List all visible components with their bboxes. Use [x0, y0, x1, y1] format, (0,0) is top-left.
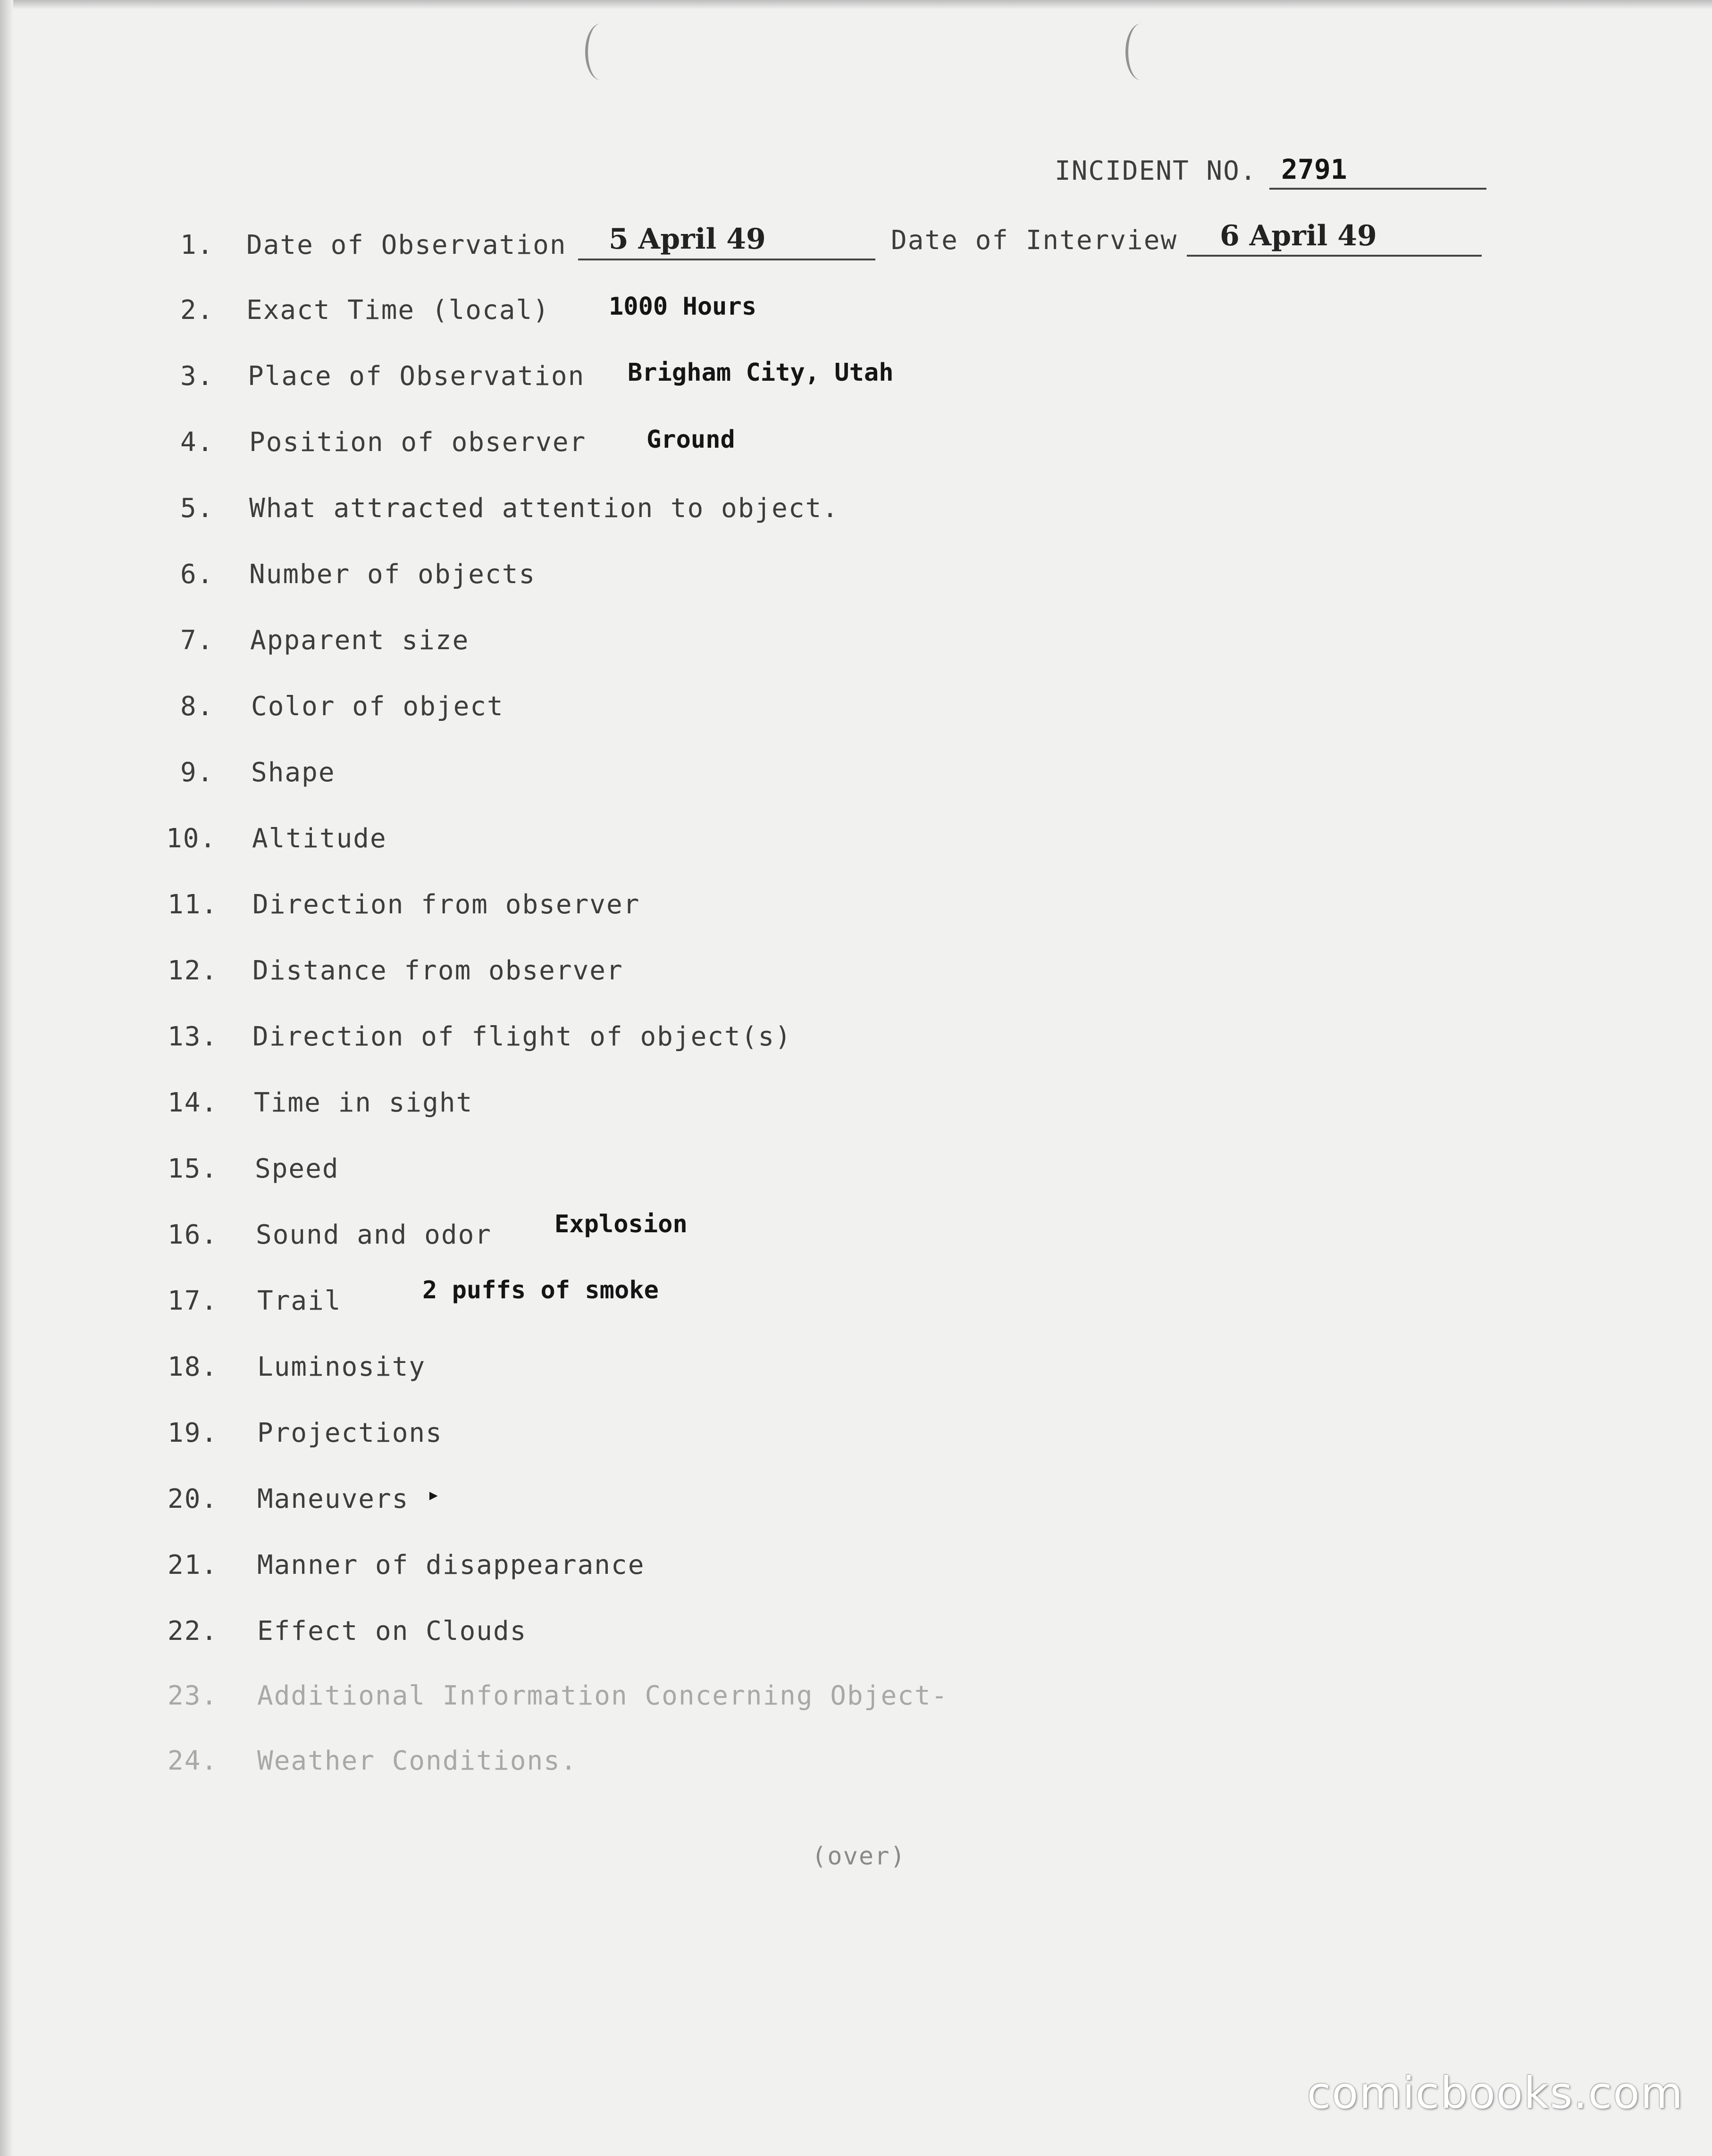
item-value: Ground: [646, 426, 735, 454]
item-number: 22.: [168, 1616, 218, 1646]
item-number: 12.: [168, 955, 218, 986]
date-of-observation-underline: [578, 259, 875, 260]
item-number: 3.: [180, 361, 214, 392]
item-number: 8.: [180, 691, 214, 722]
item-label: Date of Observation: [246, 230, 567, 260]
over-note: (over): [812, 1842, 906, 1871]
page-top-edge: [0, 0, 1712, 9]
item-label: Speed: [255, 1153, 339, 1184]
watermark: comicbooks.com: [1307, 2068, 1684, 2118]
item-label: Altitude: [252, 823, 387, 854]
item-value: 2 puffs of smoke: [422, 1276, 659, 1304]
date-of-observation-value: 5 April 49: [609, 223, 766, 256]
item-number: 14.: [168, 1087, 218, 1118]
item-label: Effect on Clouds: [257, 1616, 527, 1646]
incident-number-underline: [1269, 188, 1486, 190]
punch-hole-mark: [585, 24, 616, 80]
item-number: 15.: [168, 1153, 218, 1184]
item-label: Trail: [257, 1286, 342, 1316]
item-number: 4.: [180, 427, 214, 458]
item-label: Weather Conditions.: [257, 1746, 578, 1776]
item-number: 19.: [168, 1418, 218, 1448]
item-label: Additional Information Concerning Object-: [257, 1680, 948, 1711]
item-number: 18.: [168, 1352, 218, 1382]
item-number: 23.: [168, 1680, 218, 1711]
item-value: 1000 Hours: [609, 292, 757, 321]
item-label: Direction of flight of object(s): [252, 1021, 792, 1052]
item-number: 6.: [180, 559, 214, 590]
item-number: 20.: [168, 1484, 218, 1514]
item-label: Exact Time (local): [246, 295, 550, 326]
date-of-interview-value: 6 April 49: [1220, 219, 1377, 252]
item-label: Direction from observer: [252, 889, 640, 920]
item-label: Distance from observer: [252, 955, 623, 986]
item-number: 16.: [168, 1220, 218, 1250]
incident-number: 2791: [1281, 153, 1347, 185]
item-value: Explosion: [554, 1210, 688, 1238]
item-label: Shape: [251, 757, 336, 788]
item-label: Maneuvers: [257, 1484, 409, 1514]
item-label: Color of object: [251, 691, 504, 722]
item-label: Position of observer: [249, 427, 587, 458]
item-label: Apparent size: [250, 625, 470, 656]
item-label: Luminosity: [257, 1352, 426, 1382]
item-number: 2.: [180, 295, 214, 326]
date-of-interview-label: Date of Interview: [891, 225, 1178, 256]
item-number: 7.: [180, 625, 214, 656]
item-number: 9.: [180, 757, 214, 788]
item-label: Sound and odor: [256, 1220, 492, 1250]
item-number: 5.: [180, 493, 214, 524]
date-of-interview-underline: [1187, 255, 1482, 257]
item-number: 10.: [166, 823, 217, 854]
item-number: 13.: [168, 1021, 218, 1052]
item-number: 21.: [168, 1550, 218, 1580]
item-label: Place of Observation: [248, 361, 585, 392]
item-number: 17.: [168, 1286, 218, 1316]
item-label: Number of objects: [249, 559, 536, 590]
incident-label: INCIDENT NO.: [1055, 156, 1257, 186]
item-label: Projections: [257, 1418, 443, 1448]
item-label: Time in sight: [254, 1087, 473, 1118]
item-number: 11.: [168, 889, 218, 920]
item-label: What attracted attention to object.: [249, 493, 839, 524]
arrow-mark-icon: ▸: [427, 1481, 440, 1507]
item-label: Manner of disappearance: [257, 1550, 645, 1580]
item-number: 1.: [180, 230, 214, 260]
item-number: 24.: [168, 1746, 218, 1776]
punch-hole-mark: [1125, 24, 1157, 80]
item-value: Brigham City, Utah: [628, 359, 894, 387]
page-left-edge: [0, 0, 13, 2156]
